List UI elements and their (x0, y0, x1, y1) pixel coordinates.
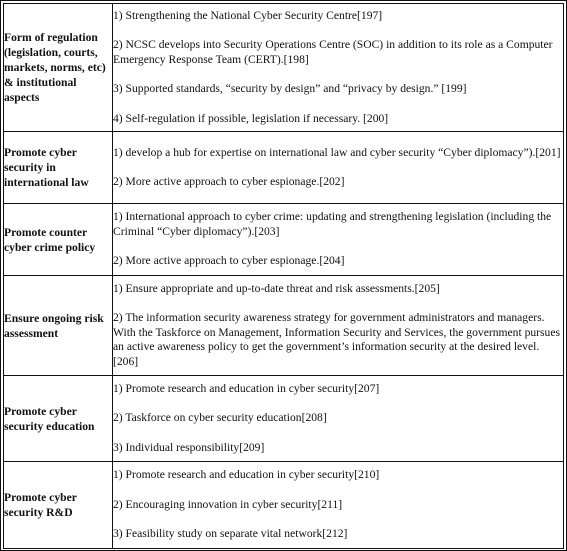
list-item: 2) NCSC develops into Security Operations Centre (SOC) in addition to its role as a Computer Emergency Response Team (CERT).[198] (113, 38, 553, 66)
list-item: 2) Taskforce on cyber security education[208] (113, 411, 327, 425)
list-item: 3) Feasibility study on separate vital network[212] (113, 527, 348, 541)
row-label: Ensure ongoing risk assessment (4, 276, 113, 376)
list-item: 2) More active approach to cyber espionage.[202] (113, 175, 345, 188)
list-item: 3) Individual responsibility[209] (113, 440, 265, 454)
table-row (4, 132, 564, 204)
row-content (113, 276, 564, 376)
table-row (4, 462, 564, 549)
row-label: Promote cyber security in international law (4, 132, 113, 204)
list-item: 1) develop a hub for expertise on international law and cyber security “Cyber diplomacy”).[201] (113, 145, 561, 159)
table-row (4, 276, 564, 376)
list-item: 2) The information security awareness strategy for government administrators and managers. With the Taskforce on Management, Information Security and Services, the government pursues an active awareness policy to get the government’s information security at the desired level.[206] (113, 311, 560, 368)
table-row (4, 204, 564, 276)
list-item: 1) Promote research and education in cyber security[207] (113, 381, 380, 395)
row-content (113, 462, 564, 549)
policy-table (3, 3, 564, 549)
list-item: 1) Strengthening the National Cyber Security Centre[197] (113, 8, 383, 22)
list-item: 1) Promote research and education in cyber security[210] (113, 468, 380, 482)
row-label: Promote cyber security R&D (4, 462, 113, 549)
row-content (113, 376, 564, 462)
row-content (113, 204, 564, 276)
table-row (4, 376, 564, 462)
list-item: 2) More active approach to cyber espionage.[204] (113, 254, 345, 268)
list-item: 1) Ensure appropriate and up-to-date threat and risk assessments.[205] (113, 281, 440, 295)
row-label: Promote cyber security education (4, 376, 113, 462)
table-row (4, 4, 564, 132)
row-content (113, 132, 564, 204)
list-item: 4) Self-regulation if possible, legislation if necessary. [200] (113, 111, 389, 125)
row-label: Form of regulation (legislation, courts, markets, norms, etc) & institutional aspects (4, 4, 113, 132)
list-item: 2) Encouraging innovation in cyber security[211] (113, 497, 343, 511)
row-content (113, 4, 564, 132)
list-item: 1) International approach to cyber crime: updating and strengthening legislation (including the Criminal “Cyber diplomacy”).[203] (113, 210, 552, 238)
list-item: 3) Supported standards, “security by design” and “privacy by design.” [199] (113, 82, 467, 96)
row-label: Promote counter cyber crime policy (4, 204, 113, 276)
